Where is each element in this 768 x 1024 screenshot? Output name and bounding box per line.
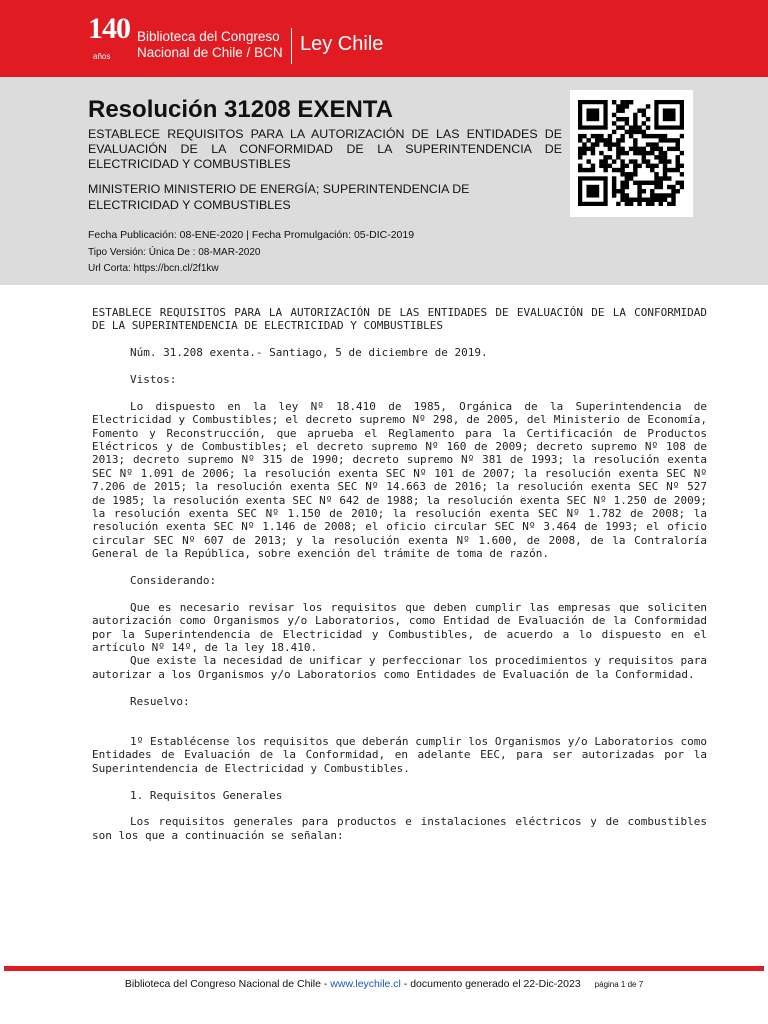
resuelvo-article-1: 1º Establécense los requisitos que deberán cumplir los Organismos y/o Laboratorios como Entidades de Evaluación de la Conformidad, en adelante EEC, para ser autorizadas por la Superintendencia de Electricidad y Combustibles. [92, 734, 707, 775]
considerando-label: Considerando: [130, 574, 217, 588]
section-text: Los requisitos generales para productos e instalaciones eléctricos y de combustibles son los que a continuación se señalan: [92, 815, 707, 842]
resuelvo-label: Resuelvo: [130, 694, 190, 708]
publication-dates: Fecha Publicación: 08-ENE-2020 | Fecha Promulgación: 05-DIC-2019 [88, 229, 415, 241]
anniversary-number: 140 [88, 12, 130, 45]
qr-code [570, 90, 693, 217]
document-header [0, 77, 768, 285]
page-number: página 1 de 7 [594, 980, 644, 989]
vistos-text: Lo dispuesto en la ley Nº 18.410 de 1985, Orgánica de la Superintendencia de Electricidad y Combustibles; el decreto supremo Nº 298, de 2005, del Ministerio de Economía, Fomento y Reconstrucción, que aprueba el Reglamento para la Certificación de Productos Eléctricos y de Combustibles; el decreto supremo Nº 160 de 2009; decreto supremo Nº 108 de 2013; decreto supremo Nº 315 de 1990; decreto supremo Nº 381 de 1993; la resolución exenta SEC Nº 1.091 de 2006; la resolución exenta SEC Nº 101 de 2007; la resolución exenta SEC Nº 7.206 de 2015; la resolución exenta SEC Nº 14.663 de 2016; la resolución exenta SEC Nº 527 de 1985; la resolución exenta SEC Nº 642 de 1988; la resolución exenta SEC Nº 1.250 de 2009; la resolución exenta SEC Nº 1.150 de 2010; la resolución exenta SEC Nº 1.782 de 2008; la resolución exenta SEC Nº 1.146 de 2008; el oficio circular SEC Nº 3.464 de 1993; el oficio circular SEC Nº 607 de 2013; y la resolución exenta Nº 1.600, de 2008, de la Contraloría General de la República, sobre exención del trámite de toma de razón. [92, 399, 707, 561]
anniversary-word: años [93, 52, 111, 61]
product-name[interactable]: Ley Chile [300, 33, 384, 55]
issuing-ministry: MINISTERIO MINISTERIO DE ENERGÍA; SUPERINTENDENCIA DE ELECTRICIDAD Y COMBUSTIBLES [88, 182, 470, 212]
version-type: Tipo Versión: Única De : 08-MAR-2020 [88, 247, 261, 258]
considerando-text-2: Que existe la necesidad de unificar y perfeccionar los procedimientos y requisitos para autorizar a los Organismos y/o Laboratorios como Entidades de Evaluación de la Conformidad. [92, 654, 707, 681]
document-subtitle: ESTABLECE REQUISITOS PARA LA AUTORIZACIÓN DE LAS ENTIDADES DE EVALUACIÓN DE LA CONFORMIDAD DE LA SUPERINTENDENCIA DE ELECTRICIDAD Y COMBUSTIBLES [88, 127, 562, 171]
top-banner [0, 0, 768, 77]
section-heading: 1. Requisitos Generales [130, 788, 283, 802]
brand-line-2: Nacional de Chile / BCN [137, 45, 283, 60]
footer-link[interactable]: www.leychile.cl [330, 978, 401, 990]
resolution-number: Núm. 31.208 exenta.- Santiago, 5 de diciembre de 2019. [130, 346, 488, 360]
page-title: Resolución 31208 EXENTA [88, 96, 393, 123]
brand-divider [291, 28, 292, 64]
short-url[interactable]: Url Corta: https://bcn.cl/2f1kw [88, 263, 219, 274]
brand-line-1: Biblioteca del Congreso [137, 29, 280, 44]
considerando-text-1: Que es necesario revisar los requisitos que deben cumplir las empresas que soliciten autorización como Organismos y/o Laboratorios, como Entidad de Evaluación de la Conformidad por la Superintendencia de Electricidad y Combustibles, de acuerdo a lo dispuesto en el artículo Nº 14º, de la ley 18.410. [92, 600, 707, 655]
page-footer [0, 977, 768, 992]
vistos-label: Vistos: [130, 373, 177, 386]
footer-divider [4, 966, 764, 971]
footer-prefix: Biblioteca del Congreso Nacional de Chile - [124, 978, 331, 990]
qr-code-icon [578, 100, 684, 206]
body-heading: ESTABLECE REQUISITOS PARA LA AUTORIZACIÓN DE LAS ENTIDADES DE EVALUACIÓN DE LA CONFORMIDAD DE LA SUPERINTENDENCIA DE ELECTRICIDAD Y COMBUSTIBLES [92, 306, 707, 333]
document-body [92, 306, 707, 842]
footer-suffix: - documento generado el 22-Dic-2023 [400, 978, 581, 990]
